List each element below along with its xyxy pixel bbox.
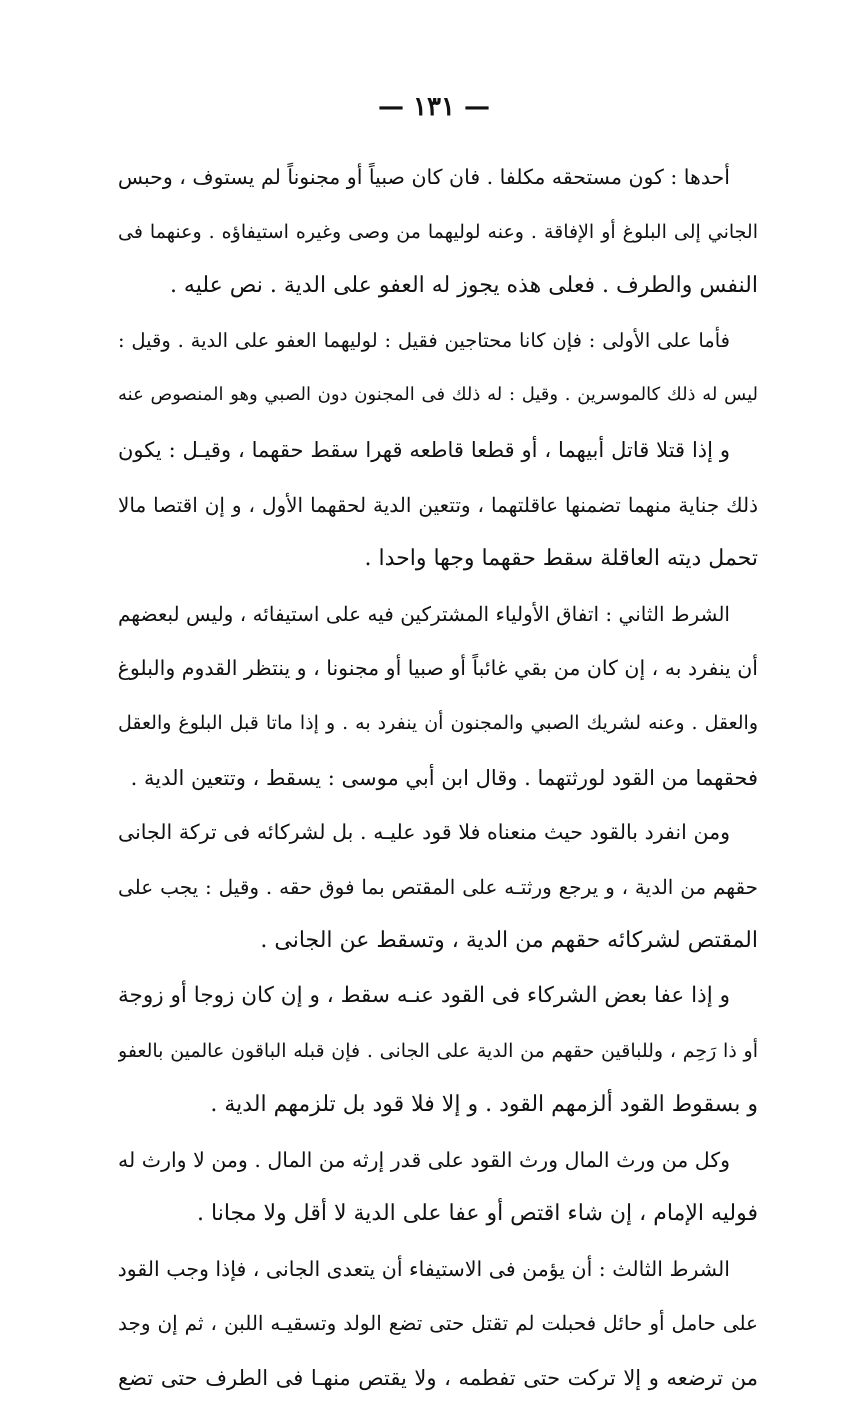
text-line: والعقل . وعنه لشريك الصبي والمجنون أن ينفرد به . و إذا ماتا قبل البلوغ والعقل [118, 711, 758, 734]
text-line: أحدها : كون مستحقه مكلفا . فان كان صبياً أو مجنوناً لم يستوف ، وحبس [118, 165, 730, 189]
text-line: الشرط الثالث : أن يؤمن فى الاستيفاء أن يتعدى الجانى ، فإذا وجب القود [118, 1256, 730, 1281]
text-body [118, 150, 758, 1406]
text-line: فحقهما من القود لورثتهما . وقال ابن أبي موسى : يسقط ، وتتعين الدية . [130, 765, 758, 790]
text-line: فأما على الأولى : فإن كانا محتاجين فقيل : لوليهما العفو على الدية . وقيل : [118, 328, 730, 352]
text-line: وكل من ورث المال ورث القود على قدر إرثه من المال . ومن لا وارث له [118, 1147, 730, 1172]
text-line: المقتص لشركائه حقهم من الدية ، وتسقط عن الجانى . [260, 928, 758, 954]
text-line: أو ذا رَحِم ، وللباقين حقهم من الدية على الجانى . فإن قبله الباقون عالمين بالعفو [118, 1039, 758, 1062]
text-line: على حامل أو حائل فحبلت لم تقتل حتى تضع الولد وتسقيـه اللبن ، ثم إن وجد [118, 1311, 758, 1336]
text-line: و إذا عفا بعض الشركاء فى القود عنـه سقط ، و إن كان زوجا أو زوجة [118, 982, 730, 1008]
text-line: ذلك جناية منهما تضمنها عاقلتهما ، وتتعين الدية لحقهما الأول ، و إن اقتصا مالا [118, 492, 758, 517]
text-line: فوليه الإمام ، إن شاء اقتص أو عفا على الدية لا أقل ولا مجانا . [197, 1201, 758, 1227]
text-line: أن ينفرد به ، إن كان من بقي غائباً أو صبيا أو مجنونا ، و ينتظر القدوم والبلوغ [118, 656, 758, 681]
page-number: — ١٣١ — [377, 92, 491, 122]
text-line: حقهم من الدية ، و يرجع ورثتـه على المقتص بما فوق حقه . وقيل : يجب على [118, 874, 758, 899]
text-line: تحمل ديته العاقلة سقط حقهما وجها واحدا . [364, 546, 758, 572]
text-line: من ترضعه و إلا تركت حتى تفطمه ، ولا يقتص منهـا فى الطرف حتى تضع [118, 1366, 758, 1391]
text-line: الجاني إلى البلوغ أو الإفاقة . وعنه لوليهما من وصى وغيره استيفاؤه . وعنهما فى [118, 220, 758, 243]
text-line: الشرط الثاني : اتفاق الأولياء المشتركين فيه على استيفائه ، وليس لبعضهم [118, 601, 730, 626]
text-line: النفس والطرف . فعلى هذه يجوز له العفو على الدية . نص عليه . [169, 273, 758, 299]
text-line: و بسقوط القود ألزمهم القود . و إلا فلا قود بل تلزمهم الدية . [210, 1092, 758, 1118]
text-line: و إذا قتلا قاتل أبيهما ، أو قطعا قاطعه قهرا سقط حقهما ، وقيـل : يكون [118, 437, 730, 462]
text-line: ليس له ذلك كالموسرين . وقيل : له ذلك فى المجنون دون الصبي وهو المنصوص عنه [118, 384, 758, 406]
text-line: ومن انفرد بالقود حيث منعناه فلا قود عليـه . بل لشركائه فى تركة الجانى [118, 820, 730, 845]
